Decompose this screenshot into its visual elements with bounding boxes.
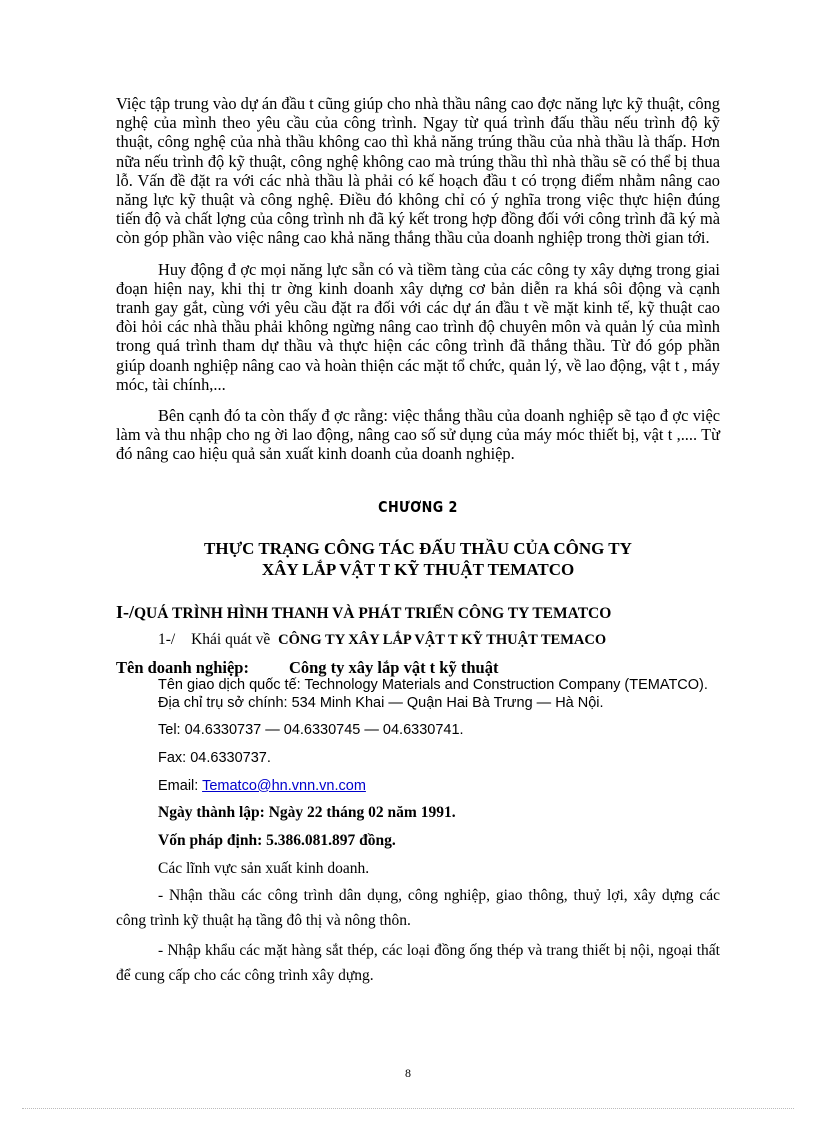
chapter-title-line-1: THỰC TRẠNG CÔNG TÁC ĐẤU THẦU CỦA CÔNG TY [204, 538, 632, 558]
intro-paragraph-1: Việc tập trung vào dự án đầu t cũng giúp cho nhà thầu nâng cao đợc năng lực kỹ thuật, công nghệ của mình theo yêu cầu của công trình. Ngay từ quá trình đấu thầu nếu trình độ kỹ thuật, công nghệ của nhà thầu không cao thì khả năng trúng thầu của nhà thầu là thấp. Hơn nữa nếu trình độ kỹ thuật, công nghệ không cao mà trúng thầu thì nhà thầu sẽ có thể bị thua lỗ. Vấn đề đặt ra với các nhà thầu là phải có kế hoạch đầu t có trọng điểm nhằm nâng cao năng lực kỹ thuật và công nghệ. Điều đó không chỉ có ý nghĩa trong việc thực hiện đúng tiến độ và chất lợng của công trình nh đã ký kết trong hợp đồng đối với công trình đã ký mà còn góp phần vào việc nâng cao khả năng thắng thầu của doanh nghiệp trong thời gian tới. [116, 94, 720, 248]
email-label: Email: [158, 777, 199, 794]
page-bottom-divider [22, 1108, 794, 1109]
chapter-title [116, 538, 720, 580]
address: Địa chỉ trụ sở chính: 534 Minh Khai — Quận Hai Bà Trưng — Hà Nội. [158, 694, 604, 711]
page-number: 8 [405, 1066, 411, 1080]
telephone: Tel: 04.6330737 — 04.6330745 — 04.6330741. [158, 721, 464, 738]
subsection-prefix: Khái quát về [191, 630, 271, 648]
subsection-heading [116, 631, 720, 649]
intro-paragraph-3: Bên cạnh đó ta còn thấy đ ợc rằng: việc thắng thầu của doanh nghiệp sẽ tạo đ ợc việc làm và thu nhập cho ng ời lao động, nâng cao số sử dụng của máy móc thiết bị, vật t ,.... Từ đó nâng cao hiệu quả sản xuất kinh doanh của doanh nghiệp. [116, 406, 720, 464]
subsection-title: CÔNG TY XÂY LẮP VẬT T KỸ THUẬT TEMACO [278, 631, 607, 648]
email-line [116, 778, 720, 794]
page-content [116, 94, 720, 988]
section-title: QUÁ TRÌNH HÌNH THANH VÀ PHÁT TRIỂN CÔNG TY TEMATCO [134, 604, 612, 622]
capital-label: Vốn pháp định: [158, 831, 263, 849]
fax: Fax: 04.6330737. [158, 749, 271, 766]
capital-line [116, 831, 720, 850]
founded-value: Ngày 22 tháng 02 năm 1991. [268, 803, 456, 821]
email-link[interactable]: Tematco@hn.vnn.vn.com [202, 777, 366, 794]
business-heading: Các lĩnh vực sản xuất kinh doanh. [158, 859, 370, 877]
trade-name: Tên giao dịch quốc tế: Technology Materials and Construction Company (TEMATCO). [158, 676, 708, 693]
section-heading [116, 602, 720, 623]
section-number: I-/ [116, 601, 134, 622]
company-name-line [116, 659, 720, 677]
subsection-number: 1-/ [158, 630, 176, 648]
founded-line [116, 803, 720, 822]
founded-label: Ngày thành lập: [158, 803, 265, 821]
capital-value: 5.386.081.897 đồng. [266, 831, 396, 849]
chapter-label: CHƯƠNG 2 [378, 497, 458, 516]
company-name-value: Công ty xây lắp vật t kỹ thuật [288, 657, 499, 677]
business-item-2: - Nhập khẩu các mặt hàng sắt thép, các loại đồng ống thép và trang thiết bị nội, ngoại thất để cung cấp cho các công trình xây dựng. [116, 941, 720, 984]
company-name-label: Tên doanh nghiệp: [116, 657, 249, 677]
business-item-1: - Nhận thầu các công trình dân dụng, công nghiệp, giao thông, thuỷ lợi, xây dựng các công trình kỹ thuật hạ tầng đô thị và nông thôn. [116, 886, 720, 929]
chapter-title-line-2: XÂY LẮP VẬT T KỸ THUẬT TEMATCO [261, 559, 575, 579]
intro-paragraph-2: Huy động đ ợc mọi năng lực sẵn có và tiềm tàng của các công ty xây dựng trong giai đoạn hiện nay, khi thị tr ờng kinh doanh xây dựng cơ bản diễn ra khá sôi động và cạnh tranh gay gắt, cùng với yêu cầu đặt ra đối với các dự án đầu t về mặt kinh tế, kỹ thuật cao đòi hỏi các nhà thầu phải không ngừng nâng cao trình độ chuyên môn và quản lý của mình trong quá trình tham dự thầu và thực hiện các công trình đã thắng thầu. Từ đó góp phần giúp doanh nghiệp nâng cao và hoàn thiện các mặt tổ chức, quản lý, về lao động, vật t , máy móc, tài chính,... [116, 259, 720, 394]
